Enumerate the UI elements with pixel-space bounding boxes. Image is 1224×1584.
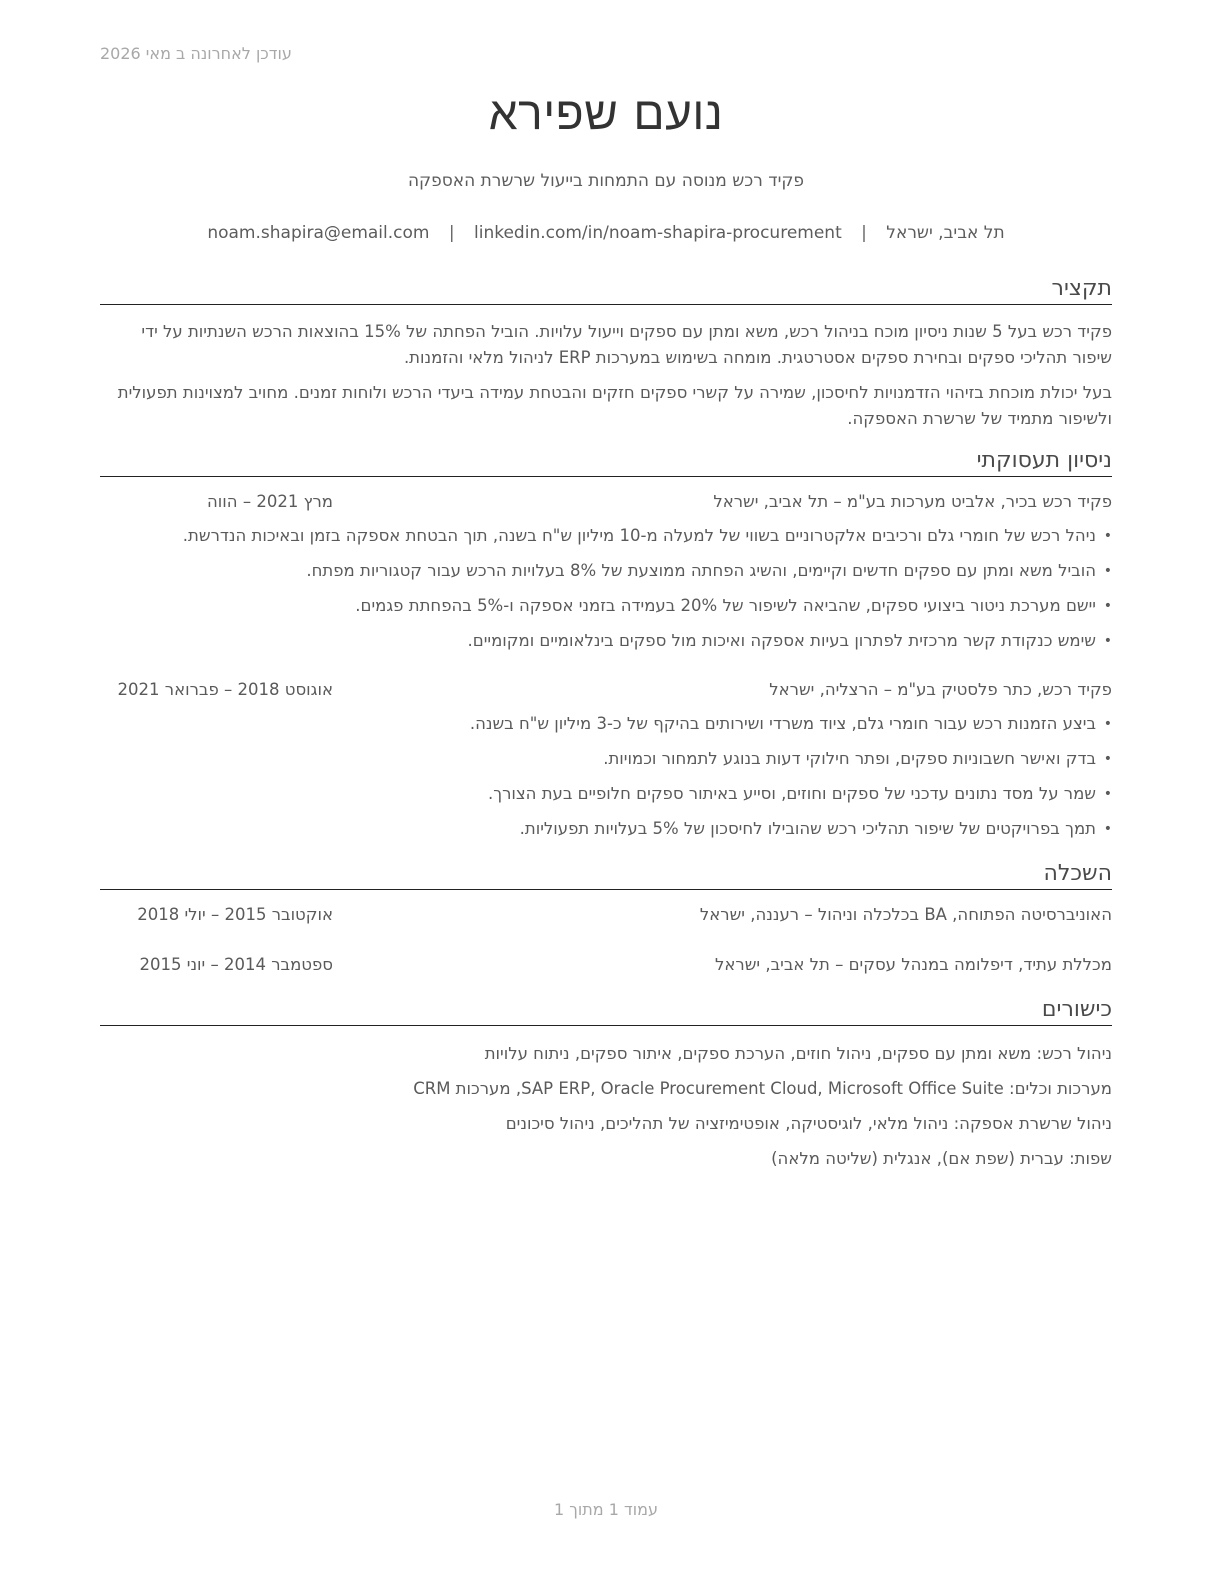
- section-title-education: השכלה: [100, 860, 1112, 890]
- education-dates: ספטמבר 2014 – יוני 2015: [139, 955, 333, 974]
- bullet-icon: •: [1103, 598, 1112, 614]
- skills-list: [100, 1041, 1112, 1181]
- job-dates: אוגוסט 2018 – פברואר 2021: [117, 680, 333, 699]
- bullet-icon: •: [1103, 563, 1112, 579]
- bullet-icon: •: [1103, 716, 1112, 732]
- education-dates: אוקטובר 2015 – יולי 2018: [137, 905, 333, 924]
- job-bullet: • שמר על מסד נתונים עדכני של ספקים וחוזים, וסייע באיתור ספקים חלופיים בעת הצורך.: [100, 781, 1112, 816]
- contact-separator: |: [861, 223, 867, 243]
- job-title: פקיד רכש בכיר, אלביט מערכות בע"מ – תל אביב, ישראל: [713, 492, 1112, 511]
- job-bullets: [100, 711, 1112, 851]
- skill-line: מערכות וכלים: SAP ERP, Oracle Procurement Cloud, Microsoft Office Suite, מערכות CRM: [413, 1079, 1112, 1098]
- job-header: [100, 492, 1112, 518]
- bullet-icon: •: [1103, 751, 1112, 767]
- job-bullet: • שימש כנקודת קשר מרכזית לפתרון בעיות אספקה ואיכות מול ספקים בינלאומיים ומקומיים.: [100, 628, 1112, 663]
- page-number: עמוד 1 מתוך 1: [554, 1500, 658, 1519]
- job-bullet: • ניהל רכש של חומרי גלם ורכיבים אלקטרוניים בשווי של למעלה מ-10 מיליון ש"ח בשנה, תוך הבטחת אספקה בזמן ובאיכות הנדרשת.: [100, 523, 1112, 558]
- section-title-skills: כישורים: [100, 996, 1112, 1026]
- skill-line: ניהול רכש: משא ומתן עם ספקים, ניהול חוזים, הערכת ספקים, איתור ספקים, ניתוח עלויות: [484, 1044, 1112, 1063]
- job-bullet: • בדק ואישר חשבוניות ספקים, ופתר חילוקי דעות בנוגע לתמחור וכמויות.: [100, 746, 1112, 781]
- job-header: [100, 680, 1112, 706]
- contact-email[interactable]: noam.shapira@email.com: [207, 223, 430, 243]
- job-bullets: [100, 523, 1112, 663]
- candidate-name: נועם שפירא: [488, 86, 724, 140]
- skill-line: ניהול שרשרת אספקה: ניהול מלאי, לוגיסטיקה, אופטימיזציה של תהליכים, ניהול סיכונים: [505, 1114, 1112, 1133]
- summary-paragraph-1: פקיד רכש בעל 5 שנות ניסיון מוכח בניהול רכש, משא ומתן עם ספקים וייעול עלויות. הוביל הפחתה של 15% בהוצאות הרכש השנתיות על ידי שיפור תהליכי ספקים ובחירת ספקים אסטרטגית. מומחה בשימוש במערכות ERP לניהול מלאי והזמנות.: [141, 322, 1112, 367]
- section-title-summary: תקציר: [100, 275, 1112, 305]
- job-bullet: • יישם מערכת ניטור ביצועי ספקים, שהביאה לשיפור של 20% בעמידה בזמני אספקה ו-5% בהפחתת פגמים.: [100, 593, 1112, 628]
- education-title: מכללת עתיד, דיפלומה במנהל עסקים – תל אביב, ישראל: [715, 955, 1112, 974]
- contact-line: [100, 223, 1112, 243]
- last-updated-note: עודכן לאחרונה ב מאי 2026: [100, 44, 292, 63]
- bullet-icon: •: [1103, 633, 1112, 649]
- education-title: האוניברסיטה הפתוחה, BA בכלכלה וניהול – רעננה, ישראל: [699, 905, 1112, 924]
- bullet-icon: •: [1103, 528, 1112, 544]
- summary-paragraph-2: בעל יכולת מוכחת בזיהוי הזדמנויות לחיסכון, שמירה על קשרי ספקים חזקים והבטחת עמידה ביעדי הרכש ולוחות זמנים. מחויב למצוינות תפעולית ולשיפור מתמיד של שרשרת האספקה.: [117, 383, 1112, 428]
- education-item: [100, 955, 1112, 981]
- job-bullet: • תמך בפרויקטים של שיפור תהליכי רכש שהובילו לחיסכון של 5% בעלויות תפעוליות.: [100, 816, 1112, 851]
- contact-separator: |: [448, 223, 455, 243]
- contact-location: תל אביב, ישראל: [886, 223, 1005, 243]
- candidate-headline: פקיד רכש מנוסה עם התמחות בייעול שרשרת האספקה: [407, 171, 805, 191]
- job-title: פקיד רכש, כתר פלסטיק בע"מ – הרצליה, ישראל: [769, 680, 1112, 699]
- bullet-icon: •: [1103, 786, 1112, 802]
- contact-linkedin[interactable]: linkedin.com/in/noam-shapira-procurement: [474, 223, 842, 243]
- section-title-experience: ניסיון תעסוקתי: [100, 447, 1112, 477]
- job-bullet: • ביצע הזמנות רכש עבור חומרי גלם, ציוד משרדי ושירותים בהיקף של כ-3 מיליון ש"ח בשנה.: [100, 711, 1112, 746]
- job-dates: מרץ 2021 – הווה: [207, 492, 333, 511]
- job-bullet: • הוביל משא ומתן עם ספקים חדשים וקיימים, והשיג הפחתה ממוצעת של 8% בעלויות הרכש עבור קטגוריות מפתח.: [100, 558, 1112, 593]
- resume-page: [100, 0, 1112, 1584]
- education-item: [100, 905, 1112, 931]
- bullet-icon: •: [1103, 821, 1112, 837]
- skill-line: שפות: עברית (שפת אם), אנגלית (שליטה מלאה): [771, 1149, 1112, 1168]
